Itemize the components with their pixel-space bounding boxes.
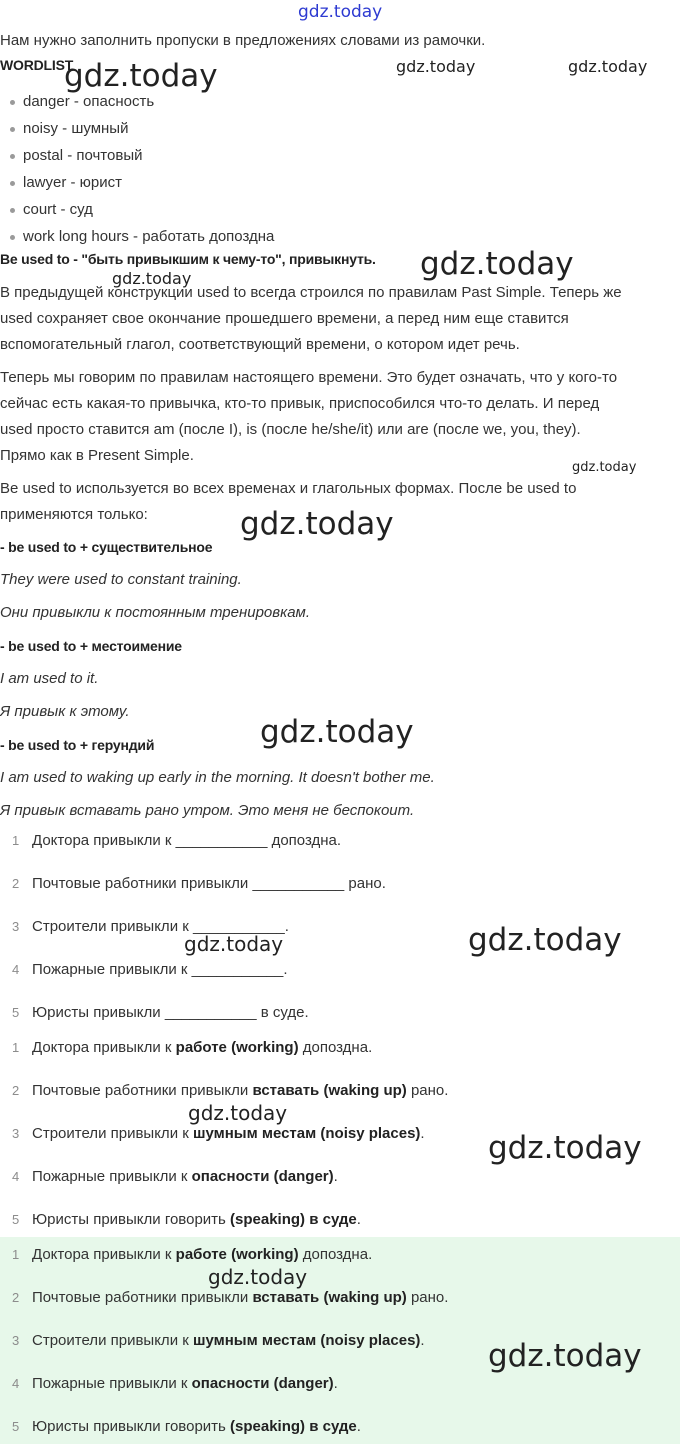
wordlist-item: court - суд xyxy=(10,200,93,220)
highlighted-answer-item: 3 Строители привыкли к шумным местам (noisy places). xyxy=(12,1332,425,1349)
rule-heading: - be used to + герундий xyxy=(0,737,155,753)
bullet-icon xyxy=(10,154,15,159)
watermark: gdz.today xyxy=(572,460,637,475)
watermark: gdz.today xyxy=(112,269,192,288)
watermark: gdz.today xyxy=(488,1338,642,1374)
exercise-item: 5 Юристы привыкли ___________ в суде. xyxy=(12,1004,309,1021)
watermark: gdz.today xyxy=(396,57,476,76)
rule-heading: - be used to + местоимение xyxy=(0,638,182,654)
watermark: gdz.today xyxy=(260,714,414,750)
highlighted-answer-item: 2 Почтовые работники привыкли вставать (waking up) рано. xyxy=(12,1289,449,1306)
rule-example-ru: Я привык вставать рано утром. Это меня не беспокоит. xyxy=(0,802,415,819)
rule-example-en: I am used to waking up early in the morning. It doesn't bother me. xyxy=(0,769,435,786)
watermark: gdz.today xyxy=(488,1130,642,1166)
watermark: gdz.today xyxy=(568,57,648,76)
rule-example-en: They were used to constant training. xyxy=(0,571,242,588)
rule-example-ru: Я привык к этому. xyxy=(0,703,130,720)
watermark: gdz.today xyxy=(420,246,574,282)
answer-item: 3 Строители привыкли к шумным местам (noisy places). xyxy=(12,1125,425,1142)
highlighted-answer-item: 1 Доктора привыкли к работе (working) допоздна. xyxy=(12,1246,373,1263)
exercise-item: 4 Пожарные привыкли к ___________. xyxy=(12,961,288,978)
watermark-top: gdz.today xyxy=(298,2,383,22)
paragraph-3: Be used to используется во всех временах и глагольных формах. После be used to применяются только: xyxy=(0,480,577,523)
wordlist-title: WORDLIST xyxy=(0,57,74,73)
wordlist-item: work long hours - работать допоздна xyxy=(10,227,274,247)
bullet-icon xyxy=(10,208,15,213)
watermark: gdz.today xyxy=(208,1265,308,1289)
wordlist-item: postal - почтовый xyxy=(10,146,142,166)
highlighted-answer-item: 4 Пожарные привыкли к опасности (danger). xyxy=(12,1375,338,1392)
bullet-icon xyxy=(10,181,15,186)
exercise-item: 1 Доктора привыкли к ___________ допоздна. xyxy=(12,832,342,849)
watermark: gdz.today xyxy=(188,1101,288,1125)
rule-example-en: I am used to it. xyxy=(0,670,99,687)
exercise-item: 2 Почтовые работники привыкли ___________ рано. xyxy=(12,875,386,892)
bullet-icon xyxy=(10,235,15,240)
watermark: gdz.today xyxy=(468,922,622,958)
highlighted-answer-item: 5 Юристы привыкли говорить (speaking) в суде. xyxy=(12,1418,361,1435)
exercise-item: 3 Строители привыкли к ___________. xyxy=(12,918,289,935)
wordlist-item: lawyer - юрист xyxy=(10,173,122,193)
answer-item: 1 Доктора привыкли к работе (working) допоздна. xyxy=(12,1039,373,1056)
be-used-heading: Be used to - "быть привыкшим к чему-то", привыкнуть. xyxy=(0,251,376,267)
answer-item: 4 Пожарные привыкли к опасности (danger). xyxy=(12,1168,338,1185)
bullet-icon xyxy=(10,127,15,132)
watermark: gdz.today xyxy=(184,932,284,956)
paragraph-1: В предыдущей конструкции used to всегда строился по правилам Past Simple. Теперь же used сохраняет свое окончание прошедшего времени, а перед ним еще ставится вспомогательный глагол, соответствующий времени, о котором идет речь. xyxy=(0,284,622,353)
wordlist-item: danger - опасность xyxy=(10,92,154,112)
intro-text: Нам нужно заполнить пропуски в предложениях словами из рамочки. xyxy=(0,32,486,49)
rule-example-ru: Они привыкли к постоянным тренировкам. xyxy=(0,604,310,621)
answer-item: 2 Почтовые работники привыкли вставать (waking up) рано. xyxy=(12,1082,449,1099)
watermark: gdz.today xyxy=(64,58,218,94)
watermark: gdz.today xyxy=(240,506,394,542)
wordlist-item: noisy - шумный xyxy=(10,119,128,139)
bullet-icon xyxy=(10,100,15,105)
paragraph-2: Теперь мы говорим по правилам настоящего времени. Это будет означать, что у кого-то сейчас есть какая-то привычка, кто-то привык, приспособился что-то делать. И перед used просто ставится am (после I), is (после he/she/it) или are (после we, you, they). Прямо как в Present Simple. xyxy=(0,369,618,464)
rule-heading: - be used to + существительное xyxy=(0,539,213,555)
answer-item: 5 Юристы привыкли говорить (speaking) в суде. xyxy=(12,1211,361,1228)
